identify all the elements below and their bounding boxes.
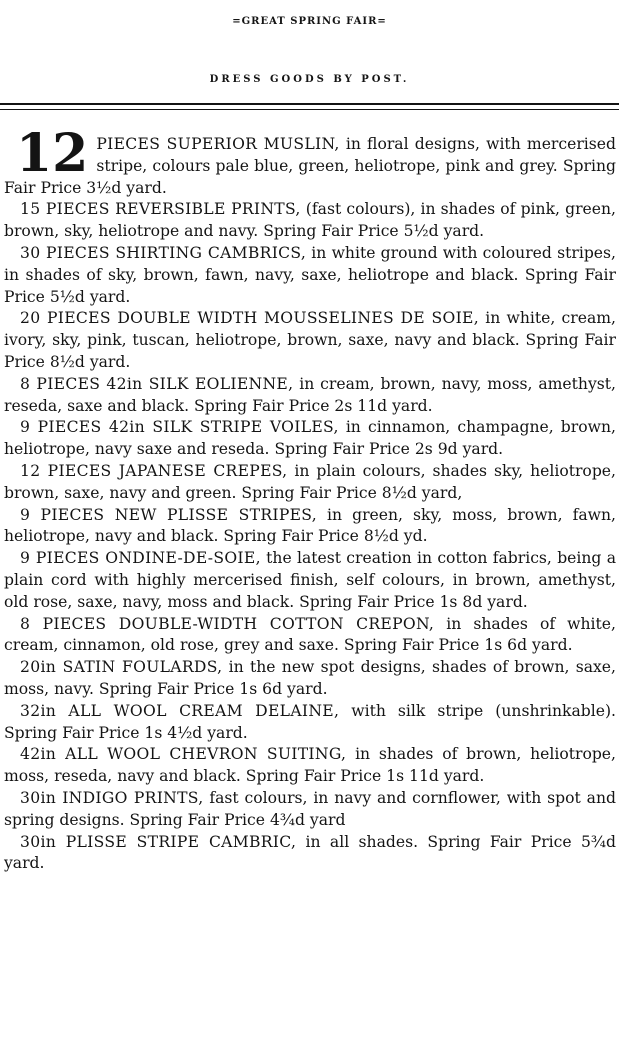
headline-rule-thin [0, 109, 619, 110]
item-plisse-stripe-cambric [4, 832, 616, 876]
item-cream-delaine [4, 701, 616, 745]
item-description: fast colours, in navy and cornflower, with spot and spring designs. Spring Fair Price 4¾d yard [4, 788, 616, 829]
item-description: in all shades. Spring Fair Price 5¾d yard. [4, 832, 616, 873]
item-heading: 9 PIECES ONDINE-DE-SOIE, [20, 549, 261, 568]
item-silk-eolienne [4, 374, 616, 418]
item-heading: 32in ALL WOOL CREAM DELAINE, [20, 701, 340, 720]
item-description: in cream, brown, navy, moss, amethyst, reseda, saxe and black. Spring Fair Price 2s 11d yard. [4, 374, 616, 415]
item-heading: 8 PIECES DOUBLE-WIDTH COTTON CREPON, [20, 614, 435, 633]
item-satin-foulards [4, 657, 616, 701]
item-list [4, 123, 617, 875]
item-heading: PIECES SUPERIOR MUSLIN, [96, 135, 340, 153]
item-description: in the new spot designs, shades of brown, saxe, moss, navy. Spring Fair Price 1s 6d yard. [4, 658, 616, 698]
item-description: in shades of brown, heliotrope, moss, reseda, navy and black. Spring Fair Price 1s 11d yard. [4, 745, 616, 786]
item-silk-stripe-voiles [4, 417, 616, 461]
item-heading: 15 PIECES REVERSIBLE PRINTS, [20, 200, 301, 219]
item-heading: 42in ALL WOOL CHEVRON SUITING, [20, 745, 347, 764]
item-description: in floral designs, with mercerised stripe, colours pale blue, green, heliotrope, pink and grey. Spring Fair Price 3½d yard. [4, 135, 616, 197]
item-heading: 20in SATIN FOULARDS, [20, 658, 223, 677]
item-description: in green, sky, moss, brown, fawn, heliotrope, navy and black. Spring Fair Price 8½d yd. [4, 505, 616, 546]
drop-number: 12 [16, 123, 89, 184]
item-heading: 30 PIECES SHIRTING CAMBRICS, [20, 243, 307, 262]
item-chevron-suiting [4, 744, 616, 788]
item-description: in cinnamon, champagne, brown, heliotrope, navy saxe and reseda. Spring Fair Price 2s 9d yard. [4, 418, 616, 459]
item-heading: 9 PIECES NEW PLISSE STRIPES, [20, 505, 317, 524]
item-indigo-prints [4, 788, 616, 832]
item-cotton-crepon [4, 614, 616, 658]
item-heading: 12 PIECES JAPANESE CREPES, [20, 461, 288, 480]
item-description: in plain colours, shades sky, heliotrope, brown, saxe, navy and green. Spring Fair Price 8½d yard, [4, 461, 616, 502]
item-description: the latest creation in cotton fabrics, being a plain cord with highly mercerised finish, self colours, in brown, amethyst, old rose, saxe, navy, moss and black. Spring Fair Price 1s 8d yard. [4, 549, 617, 611]
headline-great-spring-fair: =GREAT SPRING FAIR= [232, 16, 387, 27]
item-new-plisse-stripes [4, 505, 616, 549]
item-heading: 9 PIECES 42in SILK STRIPE VOILES, [20, 418, 339, 437]
item-heading: 30in INDIGO PRINTS, [20, 788, 204, 807]
item-heading: 20 PIECES DOUBLE WIDTH MOUSSELINES DE SOIE, [20, 309, 479, 328]
item-description: in white, cream, ivory, sky, pink, tuscan, heliotrope, brown, saxe, navy and black. Spring Fair Price 8½d yard. [4, 309, 616, 371]
item-superior-muslin [4, 123, 616, 199]
headline-dress-goods-by-post: DRESS GOODS BY POST. [209, 74, 410, 85]
item-description: in white ground with coloured stripes, in shades of sky, brown, fawn, navy, saxe, heliotrope and black. Spring Fair Price 5½d yard. [4, 243, 616, 306]
headline-rule [0, 103, 619, 105]
item-description: with silk stripe (unshrinkable). Spring Fair Price 1s 4½d yard. [4, 701, 616, 742]
item-japanese-crepes [4, 461, 616, 505]
item-ondine-de-soie [4, 548, 616, 613]
item-reversible-prints [4, 199, 616, 243]
item-description: (fast colours), in shades of pink, green, brown, sky, heliotrope and navy. Spring Fair Price 5½d yard. [4, 200, 616, 241]
item-shirting-cambrics [4, 243, 616, 308]
item-description: in shades of white, cream, cinnamon, old rose, grey and saxe. Spring Fair Price 1s 6d yard. [4, 614, 616, 655]
item-heading: 8 PIECES 42in SILK EOLIENNE, [20, 374, 294, 393]
item-heading: 30in PLISSE STRIPE CAMBRIC, [20, 832, 297, 851]
item-mousselines-de-soie [4, 308, 616, 373]
